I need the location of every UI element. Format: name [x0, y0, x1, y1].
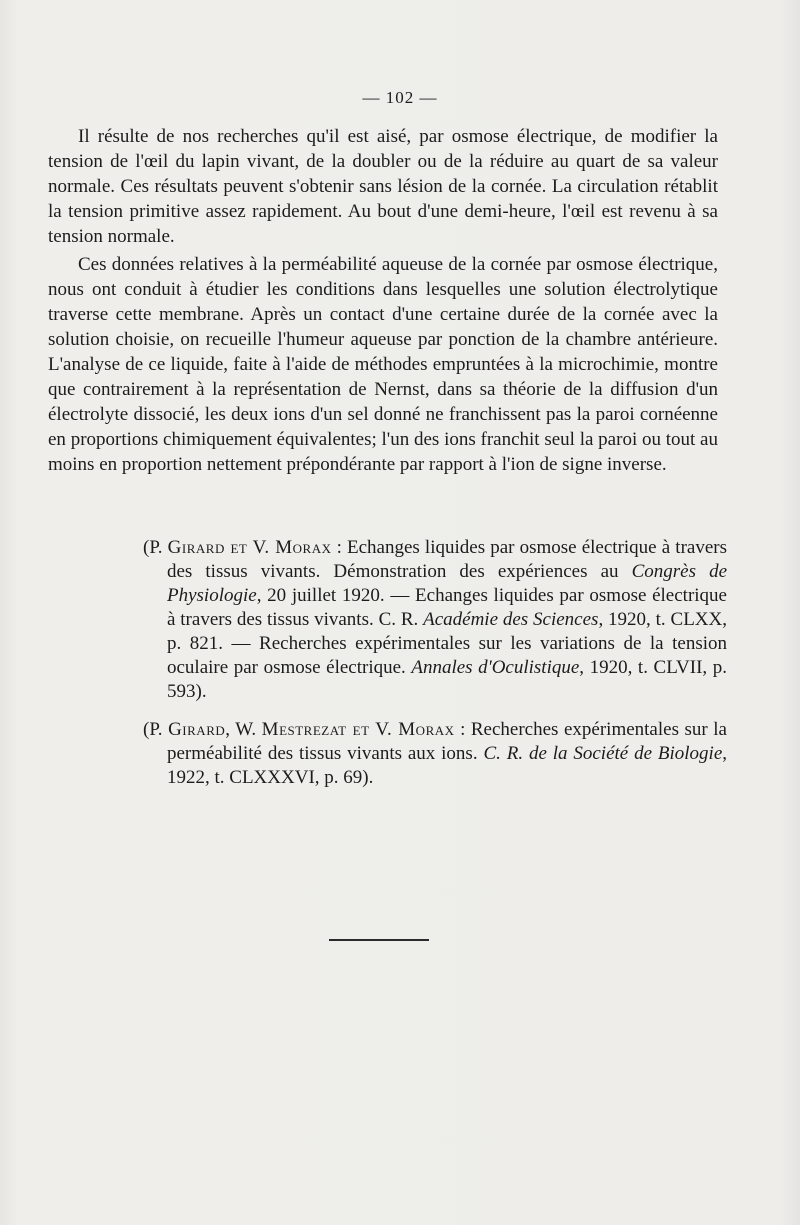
end-separator-rule — [329, 939, 429, 941]
ref-text: , 1920, t. CLVII, p. 593). — [167, 657, 727, 702]
ref-journal: Annales d'Oculistique — [411, 657, 580, 678]
ref-conjunction: et — [224, 537, 253, 558]
body-text — [48, 124, 718, 477]
ref-open: (P. — [143, 719, 169, 740]
ref-text: , 1920, t. CLXX, p. 821. — Recherches expérimentales sur les variations de la tension oculaire par osmose électrique. — [167, 609, 727, 678]
ref-text: : Recherches expérimentales sur la perméabilité des tissus vivants aux ions. — [167, 719, 727, 764]
ref-open: (P. — [143, 537, 168, 558]
ref-journal: C. R. de la Société de Biologie — [483, 743, 723, 764]
reference-1 — [143, 536, 727, 704]
paragraph-results: Il résulte de nos recherches qu'il est aisé, par osmose électrique, de modifier la tension de l'œil du lapin vivant, de la doubler ou de la réduire au quart de sa valeur normale. Ces résultats peuvent s'obtenir sans lésion de la cornée. La circulation rétablit la tension primitive assez rapidement. Au bout d'une demi-heure, l'œil est revenu à sa tension normale. — [48, 126, 718, 247]
references — [143, 536, 727, 790]
ref-journal: Congrès de Physiologie — [167, 561, 727, 606]
ref-author-name: Girard — [167, 537, 225, 558]
ref-author-name: V. Morax — [375, 719, 455, 740]
ref-author-name: Mestrezat — [261, 719, 347, 740]
ref-separator: , W. — [225, 719, 262, 740]
ref-journal: Académie des Sciences — [423, 609, 599, 630]
ref-text: , 20 juillet 1920. — Echanges liquides par osmose électrique à travers des tissus vivants. C. R. — [167, 585, 727, 630]
ref-author-name: V. Morax — [252, 537, 332, 558]
ref-author-name: Girard — [168, 719, 226, 740]
ref-text: , 1922, t. CLXXXVI, p. 69). — [167, 743, 728, 788]
ref-conjunction: et — [346, 719, 376, 740]
reference-2 — [143, 718, 727, 790]
ref-text: : Echanges liquides par osmose électrique à travers des tissus vivants. Démonstration des expériences au — [167, 537, 727, 582]
page-number: — 102 — — [362, 88, 438, 107]
paragraph-permeability: Ces données relatives à la perméabilité aqueuse de la cornée par osmose électrique, nous ont conduit à étudier les conditions dans lesquelles une solution électrolytique traverse cette membrane. Après un contact d'une certaine durée de la cornée avec la solution choisie, on recueille l'humeur aqueuse par ponction de la chambre antérieure. L'analyse de ce liquide, faite à l'aide de méthodes empruntées à la microchimie, montre que contrairement à la représentation de Nernst, dans sa théorie de la diffusion d'un électrolyte dissocié, les deux ions d'un sel donné ne franchissent pas la paroi cornéenne en proportions chimiquement équivalentes; l'un des ions franchit seul la paroi ou tout au moins en proportion nettement prépondérante par rapport à l'ion de signe inverse. — [48, 254, 718, 475]
